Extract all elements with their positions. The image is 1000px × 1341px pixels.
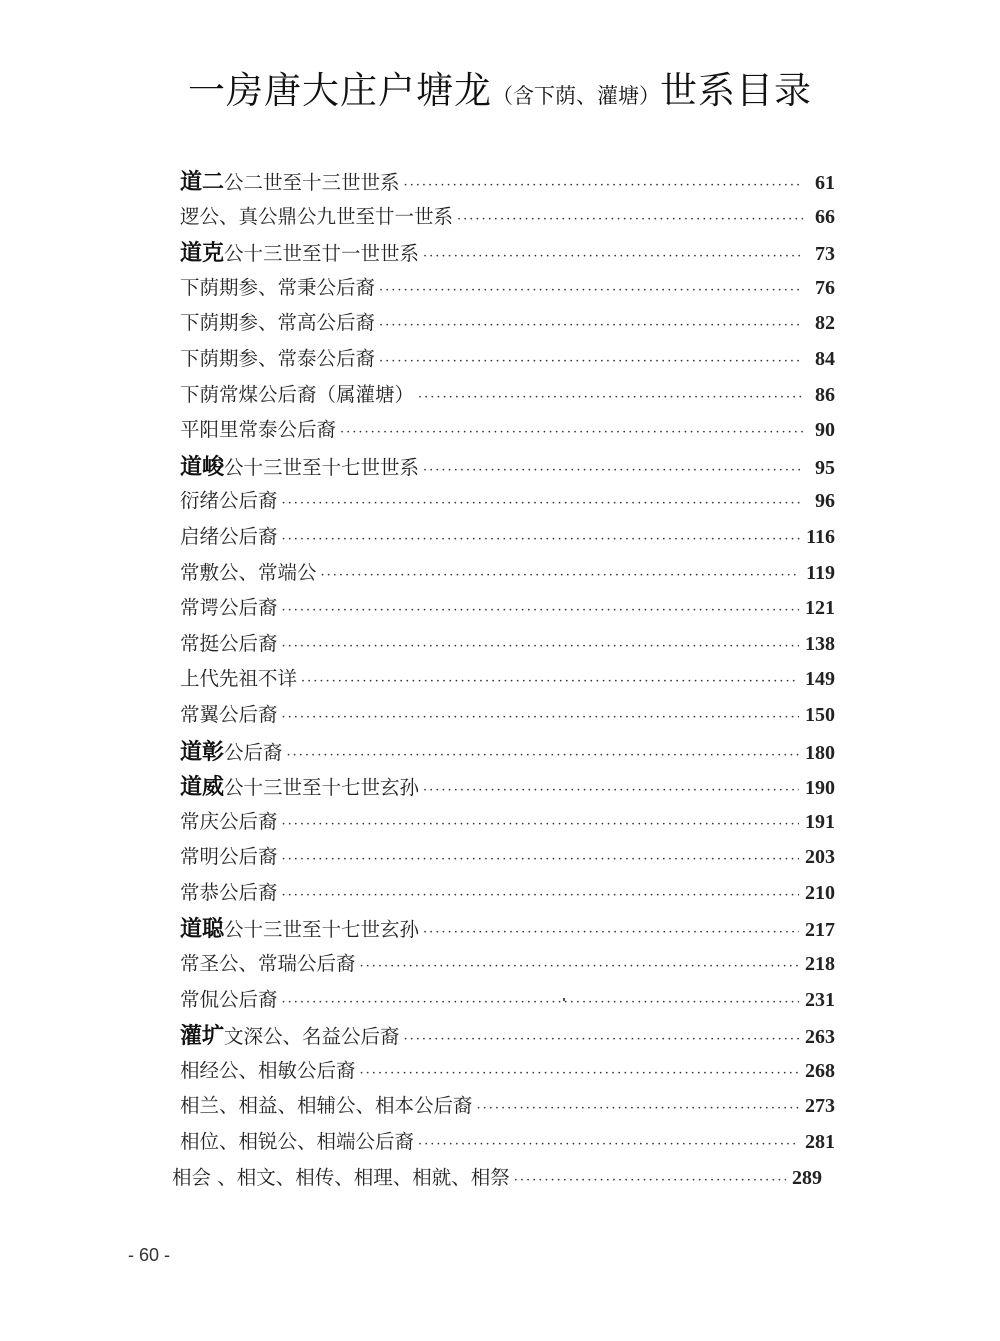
toc-entry-title: 上代先祖不详 (180, 667, 298, 691)
dot-leader (418, 1137, 799, 1152)
toc-entry[interactable] (180, 379, 835, 415)
toc-entry-title: 逻公、真公鼎公九世至廿一世系 (180, 204, 454, 228)
toc-entry[interactable] (180, 806, 835, 842)
dot-leader (477, 1101, 799, 1116)
dot-leader (379, 318, 803, 333)
dot-leader (340, 425, 803, 440)
toc-entry[interactable] (180, 912, 835, 948)
toc-entry-page: 121 (805, 597, 835, 620)
toc-entry[interactable] (180, 628, 835, 664)
toc-entry-title: 公十三世至廿一世世系 (224, 242, 420, 266)
dot-leader (360, 959, 799, 974)
toc-entry-page: 82 (815, 312, 835, 335)
toc-entry-page: 61 (815, 172, 835, 194)
dot-leader (423, 249, 803, 264)
toc-entry[interactable] (180, 984, 835, 1020)
toc-entry[interactable] (180, 414, 835, 450)
toc-entry-page: 138 (805, 632, 835, 655)
toc-entry[interactable] (180, 592, 835, 628)
toc-entry-page: 149 (805, 668, 835, 691)
toc-entry[interactable] (180, 770, 835, 806)
toc-entry-ancestor: 道聪 (180, 917, 225, 943)
toc-entry-page: 90 (815, 419, 835, 442)
toc-entry-title: 常明公后裔 (180, 845, 278, 869)
dot-leader (423, 463, 803, 478)
toc-entry-title: 文深公、名益公后裔 (224, 1025, 400, 1049)
toc-entry-page: 268 (805, 1059, 835, 1082)
toc-entry[interactable] (180, 165, 835, 201)
toc-entry[interactable] (180, 877, 835, 913)
page-number: - 60 - (128, 1245, 171, 1265)
dot-leader (321, 568, 801, 583)
toc-entry[interactable] (180, 236, 835, 272)
dot-leader (282, 888, 799, 903)
toc-entry-title: 公后裔 (224, 740, 283, 764)
dot-leader (282, 603, 799, 618)
toc-entry-title: 相会 、相文、相传、相理、相就、相祭 (172, 1165, 510, 1189)
dot-leader (282, 710, 799, 725)
toc-entry-page: 116 (806, 525, 835, 548)
toc-entry-page: 73 (815, 243, 835, 266)
toc-entry-title: 公二世至十三世世系 (224, 171, 400, 194)
toc-entry[interactable] (180, 272, 835, 308)
scan-speck (563, 998, 565, 1001)
toc-entry[interactable] (180, 699, 835, 735)
toc-entry-title: 启绪公后裔 (180, 524, 278, 548)
toc-entry-title: 相经公、相敏公后裔 (180, 1058, 356, 1082)
toc-entry-title: 常恭公后裔 (180, 880, 278, 904)
toc-entry[interactable] (180, 1019, 835, 1055)
toc-entry-page: 231 (805, 988, 835, 1011)
page-title (0, 60, 1000, 114)
toc-entry[interactable] (180, 485, 835, 521)
dot-leader (282, 817, 799, 832)
toc-entry-title: 常翼公后裔 (180, 702, 278, 726)
toc-entry-title: 公十三世至十七世玄孙 (224, 918, 420, 942)
toc-entry-page: 218 (805, 953, 835, 976)
toc-entry-page: 203 (805, 846, 835, 869)
toc-entry-page: 119 (806, 561, 835, 584)
toc-entry-ancestor: 道峻 (180, 454, 225, 480)
toc-entry-page: 273 (805, 1095, 835, 1118)
dot-leader (282, 532, 801, 547)
toc-entry[interactable] (180, 521, 835, 557)
toc-entry-title: 相兰、相益、相辅公、相本公后裔 (180, 1094, 473, 1118)
toc-entry-title: 平阳里常泰公后裔 (180, 418, 337, 442)
toc-entry-title: 衍绪公后裔 (180, 489, 278, 513)
toc-entry-title: 常庆公后裔 (180, 809, 278, 833)
toc-entry-title: 常圣公、常瑞公后裔 (180, 952, 356, 976)
toc-entry[interactable] (180, 735, 835, 771)
toc-entry-title: 相位、相锐公、相端公后裔 (180, 1130, 415, 1154)
toc-entry-title: 下荫期参、常秉公后裔 (180, 275, 376, 299)
toc-entry-page: 96 (815, 490, 835, 513)
toc-entry-title: 公十三世至十七世世系 (224, 455, 420, 479)
toc-entry-page: 210 (805, 881, 835, 904)
dot-leader (379, 354, 803, 369)
toc-entry-title: 公十三世至十七世玄孙 (224, 776, 420, 800)
toc-entry-title: 常敷公、常端公 (180, 560, 317, 584)
toc-entry-page: 180 (805, 741, 835, 764)
toc-entry[interactable] (180, 663, 835, 699)
dot-leader (360, 1066, 799, 1081)
toc-entry-ancestor: 道二 (180, 170, 225, 195)
dot-leader (423, 783, 799, 798)
dot-leader (282, 852, 799, 867)
dot-leader (423, 925, 799, 940)
toc-entry[interactable] (180, 450, 835, 486)
toc-entry-page: 289 (792, 1166, 822, 1189)
toc-entry-page: 76 (815, 276, 835, 299)
dot-leader (287, 748, 799, 763)
toc-entry-page: 217 (805, 919, 835, 942)
title-main: 一房唐大庄户塘龙 (188, 69, 492, 112)
toc-entry-page: 150 (805, 703, 835, 726)
toc-entry-title: 常谔公后裔 (180, 596, 278, 620)
dot-leader (404, 1032, 799, 1047)
toc-entry[interactable] (180, 343, 835, 379)
dot-leader (282, 995, 799, 1010)
toc-entry-ancestor: 道克 (180, 241, 225, 267)
toc-entry-title: 下荫期参、常高公后裔 (180, 311, 376, 335)
toc-entry[interactable] (180, 557, 835, 593)
toc-entry[interactable] (180, 1090, 835, 1126)
toc-entry-title: 常挺公后裔 (180, 631, 278, 655)
dot-leader (282, 639, 799, 654)
toc-entry-page: 95 (815, 456, 835, 479)
toc-entry[interactable] (172, 1162, 822, 1198)
toc-entry-page: 86 (815, 383, 835, 406)
dot-leader (379, 283, 803, 298)
toc-entry-title: 下荫常煤公后裔（属灌塘） (180, 382, 415, 406)
toc-entry[interactable] (180, 1055, 835, 1091)
title-subtitle: （含下荫、灌塘） (492, 84, 660, 108)
dot-leader (418, 390, 803, 405)
toc-entry-page: 190 (805, 777, 835, 800)
toc-entry[interactable] (180, 307, 835, 343)
dot-leader (514, 1173, 786, 1188)
dot-leader (457, 212, 803, 227)
toc-entry-ancestor: 道威 (180, 775, 225, 801)
toc-entry-page: 263 (805, 1026, 835, 1049)
toc-entry-ancestor: 灌圹 (180, 1024, 225, 1050)
toc-entry[interactable] (180, 841, 835, 877)
toc-entry-ancestor: 道彰 (180, 739, 225, 765)
toc-entry-page: 281 (805, 1131, 835, 1154)
title-end: 世系目录 (660, 69, 812, 112)
toc-entry[interactable] (180, 201, 835, 237)
dot-leader (404, 178, 803, 193)
toc-entry-page: 84 (815, 347, 835, 370)
dot-leader (301, 674, 799, 689)
dot-leader (282, 496, 803, 511)
toc-entry-page: 66 (815, 205, 835, 228)
toc-entry[interactable] (180, 1126, 835, 1162)
toc-entry-page: 191 (805, 810, 835, 833)
toc-entry-title: 常侃公后裔 (180, 987, 278, 1011)
toc-entry-title: 下荫期参、常泰公后裔 (180, 346, 376, 370)
table-of-contents (172, 165, 835, 1197)
toc-entry[interactable] (180, 948, 835, 984)
